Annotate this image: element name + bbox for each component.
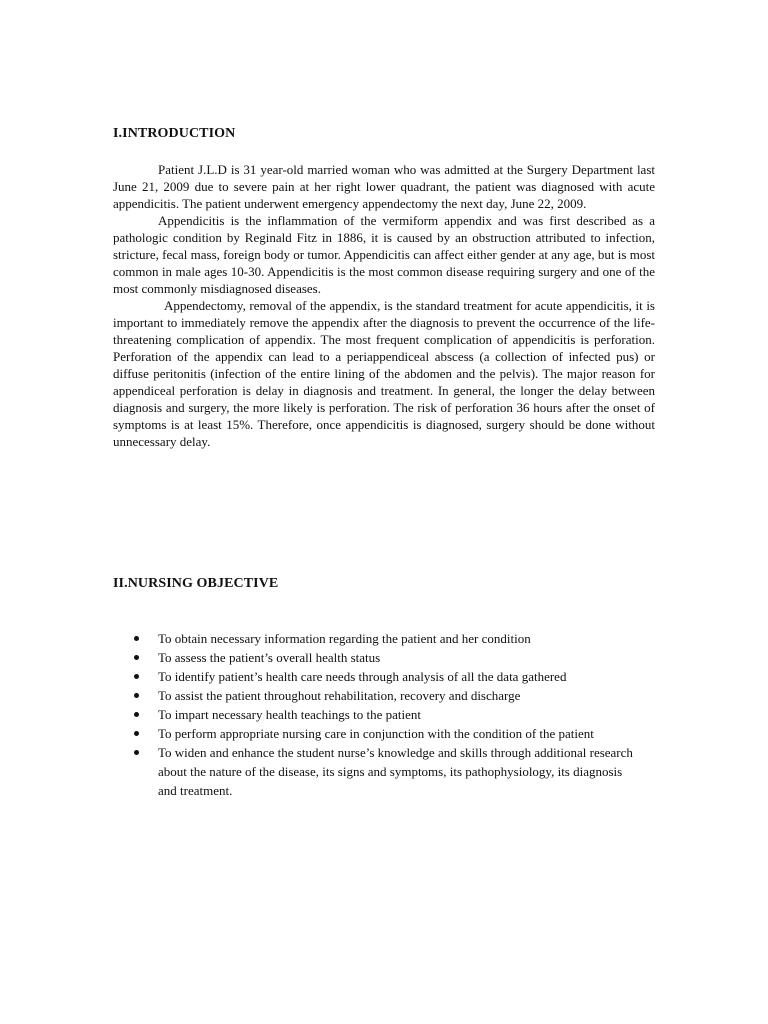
bullet-icon	[134, 693, 139, 698]
list-item	[113, 629, 633, 648]
objective-text: To assist the patient throughout rehabilitation, recovery and discharge	[158, 688, 521, 703]
introduction-heading: I.INTRODUCTION	[113, 126, 236, 141]
bullet-icon	[134, 636, 139, 641]
objective-text: To obtain necessary information regarding the patient and her condition	[158, 631, 531, 646]
list-item	[113, 667, 633, 686]
intro-paragraph-2: Appendicitis is the inflammation of the vermiform appendix and was first described as a pathologic condition by Reginald Fitz in 1886, it is caused by an obstruction attributed to infection, stricture, fecal mass, foreign body or tumor. Appendicitis can affect either gender at any age, but is most common in male ages 10-30. Appendicitis is the most common disease requiring surgery and one of the most commonly misdiagnosed diseases.	[113, 213, 655, 296]
list-item	[113, 743, 633, 800]
intro-paragraph-1: Patient J.L.D is 31 year-old married woman who was admitted at the Surgery Department last June 21, 2009 due to severe pain at her right lower quadrant, the patient was diagnosed with acute appendicitis. The patient underwent emergency appendectomy the next day, June 22, 2009.	[113, 162, 655, 211]
list-item	[113, 724, 633, 743]
list-item	[113, 686, 633, 705]
bullet-icon	[134, 750, 139, 755]
intro-paragraph-3: Appendectomy, removal of the appendix, is the standard treatment for acute appendicitis, it is important to immediately remove the appendix after the diagnosis to prevent the occurrence of the life-threatening complication of appendix. The most frequent complication of appendicitis is perforation. Perforation of the appendix can lead to a periappendiceal abscess (a collection of infected pus) or diffuse peritonitis (infection of the entire lining of the abdomen and the pelvis). The major reason for appendiceal perforation is delay in diagnosis and treatment. In general, the longer the delay between diagnosis and surgery, the more likely is perforation. The risk of perforation 36 hours after the onset of symptoms is at least 15%. Therefore, once appendicitis is diagnosed, surgery should be done without unnecessary delay.	[113, 298, 655, 449]
list-item	[113, 648, 633, 667]
objective-text: To widen and enhance the student nurse’s knowledge and skills through additional research about the nature of the disease, its signs and symptoms, its pathophysiology, its diagnosis and treatment.	[158, 745, 633, 798]
objective-text: To perform appropriate nursing care in conjunction with the condition of the patient	[158, 726, 594, 741]
objective-text: To identify patient’s health care needs through analysis of all the data gathered	[158, 669, 567, 684]
bullet-icon	[134, 674, 139, 679]
objectives-list	[113, 629, 633, 800]
objective-text: To assess the patient’s overall health status	[158, 650, 381, 665]
objective-text: To impart necessary health teachings to the patient	[158, 707, 421, 722]
bullet-icon	[134, 655, 139, 660]
bullet-icon	[134, 731, 139, 736]
bullet-icon	[134, 712, 139, 717]
introduction-body	[113, 161, 655, 450]
list-item	[113, 705, 633, 724]
nursing-objective-heading: II.NURSING OBJECTIVE	[113, 576, 279, 591]
